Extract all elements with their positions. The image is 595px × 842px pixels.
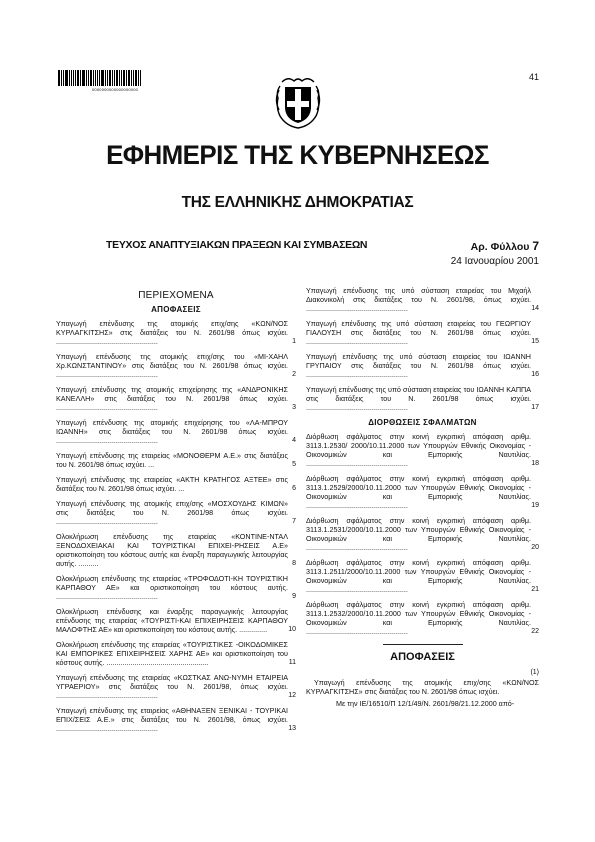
toc-left-column xyxy=(56,285,296,739)
toc-section-corrections: ΔΙΟΡΘΩΣΕΙΣ ΣΦΑΛΜΑΤΩΝ xyxy=(368,418,477,427)
toc-heading: ΠΕΡΙΕΧΟΜΕΝΑ xyxy=(138,290,214,301)
decision-reference: Με την ΙΕ/16510/Π 12/1/49/Ν. 2601/98/21.12.2000 από- xyxy=(336,699,515,708)
toc-entry-text: Ολοκλήρωση επένδυσης της εταιρείας «ΚΟΝΤΙΝΕ-ΝΤΑΛ ΞΕΝΟΔΟΧΕΙΑΚΑΙ ΚΑΙ ΤΟΥΡΙΣΤΙΚΑΙ ΕΠΙΧΕΙ-ΡΗΣΕΙΣ Α.Ε» οριστικοποίηση του κόστους αυτής και έναρξη παραγωγικής λειτουργίας αυτής. .......... xyxy=(56,532,288,568)
sheet-number-value: 7 xyxy=(532,239,539,253)
toc-entry-text: Υπαγωγή επένδυσης της εταιρείας «ΜΟΝΟΘΕΡΜ Α.Ε.» στις διατάξεις του Ν. 2601/98 όπως ισχύει. ... xyxy=(56,451,288,469)
toc-entry-text: Διόρθωση σφάλματος στην κοινή εγκριτική απόφαση αριθμ. 3113.1.2531/2000/10.11.2000 των Υπουργών Εθνικής Οικονομίας - Οικονομικών και Εμπορικής Ναυτιλίας. ................................................... xyxy=(306,516,531,552)
toc-entry-page: 12 xyxy=(288,692,296,699)
toc-entry xyxy=(306,319,539,346)
toc-entry-text: Υπαγωγή επένδυσης της υπό σύσταση εταιρείας του ΙΩΑΝΝΗ ΓΡΥΠΑΙΟΥ στις διατάξεις του Ν. 2601/98 όπως ισχύει. ................................................... xyxy=(306,352,531,379)
toc-entry xyxy=(306,558,539,594)
toc-entry-text: Υπαγωγή επένδυσης της ατομικής επιχ/σης του «ΜΙ-ΧΑΗΛ Χρ.ΚΩΝΣΤΑΝΤΙΝΟΥ» στις διατάξεις του Ν. 2601/98 όπως ισχύει. ................................................... xyxy=(56,352,288,379)
toc-entry xyxy=(56,352,296,379)
toc-entry xyxy=(306,516,539,552)
toc-entry xyxy=(306,600,539,636)
toc-entry-page: 13 xyxy=(288,725,296,732)
toc-entry-page: 2 xyxy=(292,371,296,378)
toc-entry-text: Υπαγωγή επένδυσης της υπό σύσταση εταιρείας του ΙΩΑΝΝΗ ΚΑΠΠΑ στις διατάξεις του Ν. 2601/98 όπως ισχύει. ................................................... xyxy=(306,385,531,412)
toc-entry xyxy=(56,640,296,667)
toc-corrections-list xyxy=(306,432,539,636)
toc-left-list xyxy=(56,319,296,733)
toc-entry xyxy=(56,574,296,601)
page-number: 41 xyxy=(528,72,539,82)
toc-entry-text: Υπαγωγή επένδυσης της ατομικής επιχ/σης «ΜΟΣΧΟΥΔΗΣ ΚΙΜΩΝ» στις διατάξεις του Ν. 2601/98 όπως ισχύει. ................................................... xyxy=(56,499,288,526)
toc-entry-text: Υπαγωγή επένδυσης της ατομικής επιχείρησης της «ΑΝΔΡΟΝΙΚΗΣ ΚΑΝΕΛΛΗ» στις διατάξεις του Ν. 2601/98 όπως ισχύει. ................................................... xyxy=(56,385,288,412)
toc-entry-page: 4 xyxy=(292,437,296,444)
toc-entry-page: 16 xyxy=(531,371,539,378)
toc-entry-text: Υπαγωγή επένδυσης της ατομικής επιχ/σης «ΚΩΝ/ΝΟΣ ΚΥΡΛΑΓΚΙΤΣΗΣ» στις διατάξεις του Ν. 2601/98 όπως ισχύει. ................................................... xyxy=(56,319,288,346)
toc-entry-text: Διόρθωση σφάλματος στην κοινή εγκριτική απόφαση αριθμ. 3113.1.2529/2000/10.11.2000 των Υπουργών Εθνικής Οικονομίας - Οικονομικών και Εμπορικής Ναυτιλίας. ................................................... xyxy=(306,474,531,510)
toc-entry-page: 21 xyxy=(531,586,539,593)
toc-right-column xyxy=(306,286,539,708)
sheet-label: Αρ. Φύλλου xyxy=(470,241,530,253)
toc-entry xyxy=(306,352,539,379)
gazette-subtitle: ΤΗΣ ΕΛΛΗΝΙΚΗΣ ΔΗΜΟΚΡΑΤΙΑΣ xyxy=(181,194,414,211)
toc-entry xyxy=(56,499,296,526)
toc-entry xyxy=(56,532,296,568)
toc-entry xyxy=(306,474,539,510)
toc-entry xyxy=(56,451,296,469)
issue-date: 24 Ιανουαρίου 2001 xyxy=(450,256,539,267)
toc-entry xyxy=(306,286,539,313)
toc-section-decisions: ΑΠΟΦΑΣΕΙΣ xyxy=(151,305,201,314)
toc-entry xyxy=(56,475,296,493)
barcode xyxy=(58,66,142,86)
toc-entry-text: Υπαγωγή επένδυσης της υπό σύσταση εταιρείας του Μιχαήλ Διακονικολή στις διατάξεις του Ν. 2601/98, όπως ισχύει. ................................................... xyxy=(306,286,531,313)
toc-entry-text: Υπαγωγή επένδυσης της εταιρείας «ΚΩΣΤΚΑΣ ΑΝΩ-ΝΥΜΗ ΕΤΑΙΡΕΙΑ ΥΓΡΑΕΡΙΟΥ» στις διατάξεις του Ν. 2601/98, όπως ισχύει. ................................................... xyxy=(56,673,288,700)
toc-entry-page: 1 xyxy=(292,338,296,345)
toc-entry-text: Διόρθωση σφάλματος στην κοινή εγκριτική απόφαση αριθμ. 3113.1.2530/ 2000/10.11.2000 των Υπουργών Εθνικής Οικονομίας - Οικονομικών και Εμπορικής Ναυτιλίας. ................................................... xyxy=(306,432,531,468)
barcode-number: 0000000000000000000 xyxy=(92,87,139,92)
body-heading: ΑΠΟΦΑΣΕΙΣ xyxy=(390,651,455,663)
decision-title: Υπαγωγή επένδυσης της ατομικής επιχ/σης «ΚΩΝ/ΝΟΣ ΚΥΡΛΑΓΚΙΤΣΗΣ» στις διατάξεις του Ν. 2601/98 όπως ισχύει. xyxy=(306,678,539,696)
toc-entry-page: 20 xyxy=(531,544,539,551)
sheet-number xyxy=(471,239,539,253)
toc-entry-page: 10 xyxy=(288,626,296,633)
toc-entry-page: 7 xyxy=(292,518,296,525)
issue-type: ΤΕΥΧΟΣ ΑΝΑΠΤΥΞΙΑΚΩΝ ΠΡΑΞΕΩΝ ΚΑΙ ΣΥΜΒΑΣΕΩΝ xyxy=(106,239,368,251)
toc-entry-page: 6 xyxy=(292,485,296,492)
toc-entry xyxy=(56,319,296,346)
toc-entry-page: 9 xyxy=(292,593,296,600)
toc-entry-text: Ολοκλήρωση επένδυσης της εταιρείας «ΤΟΥΡΙΣΤΙΚΕΣ -ΟΙΚΟΔΟΜΙΚΕΣ ΚΑΙ ΕΜΠΟΡΙΚΕΣ ΕΠΙΧΕΙΡΗΣΕΙΣ ΧΑΡΗΣ ΑΕ» και οριστικοποίηση του κόστους αυτής. ................................................... xyxy=(56,640,288,667)
toc-entry-page: 18 xyxy=(531,460,539,467)
toc-entry-page: 15 xyxy=(531,338,539,345)
toc-entry-text: Διόρθωση σφάλματος στην κοινή εγκριτική απόφαση αριθμ. 3113.1.2532/2000/10.11.2000 των Υπουργών Εθνικής Οικονομίας - Οικονομικών και Εμπορικής Ναυτιλίας. ................................................... xyxy=(306,600,531,636)
toc-entry-page: 17 xyxy=(531,404,539,411)
toc-entry xyxy=(56,706,296,733)
toc-entry-text: Υπαγωγή επένδυσης της ατομικής επιχείρησης του «ΛΑ-ΜΠΡΟΥ ΙΩΑΝΝΗ» στις διατάξεις του Ν. 2601/98 όπως ισχύει. ................................................... xyxy=(56,418,288,445)
toc-entry-text: Διόρθωση σφάλματος στην κοινή εγκριτική απόφαση αριθμ. 3113.1.2511/2000/10.11.2000 των Υπουργών Εθνικής Οικονομίας - Οικονομικών και Εμπορικής Ναυτιλίας. ................................................... xyxy=(306,558,531,594)
toc-entry xyxy=(306,385,539,412)
toc-entry-page: 19 xyxy=(531,502,539,509)
toc-entry-page: 3 xyxy=(292,404,296,411)
toc-entry xyxy=(56,607,296,634)
issue-line xyxy=(106,239,539,253)
toc-entry xyxy=(306,432,539,468)
toc-entry-text: Ολοκλήρωση επένδυσης και έναρξης παραγωγικής λειτουργίας επένδυσης της εταιρείας «ΤΟΥΡΙΣΤΙ-ΚΑΙ ΕΠΙΧΕΙΡΗΣΕΙΣ ΚΑΡΠΑΘΟΥ ΜΑΛΟΦΤΗΣ ΑΕ» και οριστικοποίηση του κόστους αυτής. .............. xyxy=(56,607,288,634)
toc-entry-text: Υπαγωγή επένδυσης της εταιρείας «ΑΘΗΝΑΞΕΝ ΞΕΝΙΚΑΙ - ΤΟΥΡΙΚΑΙ ΕΠΙΧ/ΣΕΙΣ Α.Ε.» στις διατάξεις του Ν. 2601/98, όπως ισχύει. ................................................... xyxy=(56,706,288,733)
toc-entry-text: Ολοκλήρωση επένδυσης της εταιρείας «ΤΡΟΦΟΔΟΤΙ-ΚΗ ΤΟΥΡΙΣΤΙΚΗ ΚΑΡΠΑΘΟΥ ΑΕ» και οριστικοποίηση του κόστους αυτής. ................................................... xyxy=(56,574,288,601)
toc-entry-page: 5 xyxy=(292,461,296,468)
toc-entry-page: 8 xyxy=(292,560,296,567)
toc-entry-text: Υπαγωγή επένδυσης της υπό σύσταση εταιρείας του ΓΕΩΡΓΙΟΥ ΓΙΑΛΟΥΣΗ στις διατάξεις του Ν. 2601/98 όπως ισχύει. ................................................... xyxy=(306,319,531,346)
toc-entry-page: 22 xyxy=(531,628,539,635)
greek-coat-of-arms-icon xyxy=(274,74,322,130)
toc-entry-page: 11 xyxy=(288,659,296,666)
toc-entry xyxy=(56,418,296,445)
toc-entry-text: Υπαγωγή επένδυσης της εταιρείας «ΑΚΤΗ ΚΡΑΤΗΓΟΣ ΑΞΤΕΕ» στις διατάξεις του Ν. 2601/98 όπως ισχύει. ... xyxy=(56,475,288,493)
section-divider xyxy=(383,644,463,645)
toc-entry-page: 14 xyxy=(531,305,539,312)
toc-right-list xyxy=(306,286,539,412)
toc-entry xyxy=(56,673,296,700)
decision-number: (1) xyxy=(530,669,539,676)
gazette-title: ΕΦΗΜΕΡΙΣ ΤΗΣ ΚΥΒΕΡΝΗΣΕΩΣ xyxy=(106,140,489,170)
toc-entry xyxy=(56,385,296,412)
